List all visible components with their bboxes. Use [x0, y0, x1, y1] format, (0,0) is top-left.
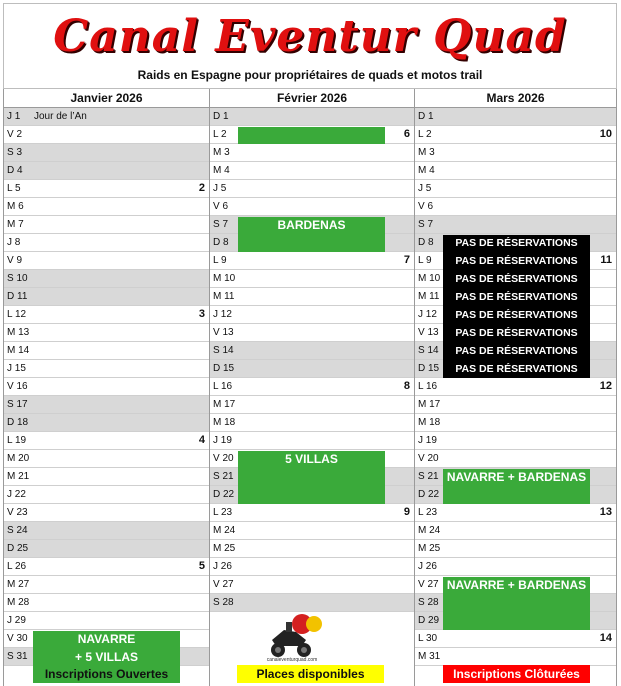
legend-available-label: Places disponibles [256, 667, 365, 681]
legend-open-label: Inscriptions Ouvertes [44, 667, 169, 681]
week-number: 10 [599, 128, 612, 140]
day-row [415, 126, 616, 144]
day-label: M 11 [418, 291, 440, 302]
month-header: Mars 2026 [415, 89, 616, 108]
day-label: L 30 [418, 633, 438, 644]
day-row [210, 324, 414, 342]
day-label: L 23 [418, 507, 438, 518]
day-row [415, 144, 616, 162]
day-row [4, 324, 209, 342]
day-label: L 2 [418, 129, 432, 140]
day-label: M 3 [418, 147, 435, 158]
day-label: L 5 [7, 183, 21, 194]
day-label: S 21 [418, 471, 439, 482]
day-row [415, 108, 616, 126]
day-row [4, 378, 209, 396]
day-label: D 15 [418, 363, 440, 374]
day-label: S 31 [7, 651, 28, 662]
day-row [210, 162, 414, 180]
day-label: D 15 [213, 363, 235, 374]
legend-closed [443, 665, 590, 683]
day-label: S 28 [213, 597, 234, 608]
month-column [209, 89, 414, 686]
week-number: 3 [198, 308, 205, 320]
day-label: L 12 [7, 309, 27, 320]
day-label: M 10 [418, 273, 441, 284]
day-label: S 7 [418, 219, 434, 230]
day-row [4, 252, 209, 270]
week-number: 8 [403, 380, 410, 392]
day-row [415, 522, 616, 540]
day-row [210, 270, 414, 288]
no-reservations-label: PAS DE RÉSERVATIONS [455, 273, 578, 285]
day-label: D 8 [418, 237, 434, 248]
day-label: D 4 [7, 165, 23, 176]
day-label: D 18 [7, 417, 29, 428]
day-label: V 13 [213, 327, 234, 338]
day-row [415, 414, 616, 432]
day-row [210, 540, 414, 558]
day-row [4, 180, 209, 198]
day-row [210, 378, 414, 396]
day-label: M 17 [213, 399, 236, 410]
day-label: J 5 [213, 183, 227, 194]
day-row [4, 432, 209, 450]
day-label: V 20 [213, 453, 234, 464]
day-label: V 16 [7, 381, 28, 392]
day-label: S 3 [7, 147, 23, 158]
day-label: S 17 [7, 399, 28, 410]
event-band[interactable] [33, 631, 180, 666]
no-reservations-label: PAS DE RÉSERVATIONS [455, 363, 578, 375]
day-label: D 22 [213, 489, 235, 500]
day-label: D 1 [213, 111, 229, 122]
day-label: J 29 [7, 615, 26, 626]
day-row [415, 450, 616, 468]
legend-closed-label: Inscriptions Clôturées [453, 667, 580, 681]
day-row [210, 522, 414, 540]
day-row [4, 504, 209, 522]
day-label: J 12 [418, 309, 437, 320]
week-number: 5 [198, 560, 205, 572]
week-number: 2 [198, 182, 205, 194]
no-reservations-label: PAS DE RÉSERVATIONS [455, 291, 578, 303]
day-row [415, 378, 616, 396]
day-label: M 24 [213, 525, 236, 536]
day-label: M 4 [213, 165, 230, 176]
day-label: S 24 [7, 525, 28, 536]
header [3, 3, 617, 89]
page-subtitle: Raids en Espagne pour propriétaires de quads et motos trail [137, 68, 483, 82]
day-row [4, 270, 209, 288]
day-row [210, 504, 414, 522]
day-label: M 7 [7, 219, 24, 230]
event-band[interactable] [238, 127, 385, 144]
day-label: L 16 [213, 381, 233, 392]
day-label: M 28 [7, 597, 30, 608]
day-label: D 1 [418, 111, 434, 122]
quad-bike-logo-icon [262, 610, 322, 662]
day-label: S 7 [213, 219, 229, 230]
day-row [415, 216, 616, 234]
day-label: V 20 [418, 453, 439, 464]
day-label: M 17 [418, 399, 441, 410]
week-number: 13 [599, 506, 612, 518]
month-header: Janvier 2026 [4, 89, 209, 108]
holiday-note: Jour de l’An [34, 111, 87, 122]
day-row [210, 432, 414, 450]
event-band[interactable] [443, 469, 590, 504]
day-row [4, 288, 209, 306]
day-label: J 26 [213, 561, 232, 572]
day-label: M 21 [7, 471, 30, 482]
day-label: V 9 [7, 255, 23, 266]
week-number: 14 [599, 632, 612, 644]
day-row [4, 396, 209, 414]
day-row [4, 522, 209, 540]
day-row [210, 108, 414, 126]
day-label: M 25 [213, 543, 236, 554]
day-row [210, 252, 414, 270]
day-row [4, 216, 209, 234]
day-label: D 8 [213, 237, 229, 248]
legend-available [237, 665, 384, 683]
day-row [415, 432, 616, 450]
day-row [210, 576, 414, 594]
day-label: M 11 [213, 291, 235, 302]
day-row [4, 486, 209, 504]
day-label: M 6 [7, 201, 24, 212]
day-label: S 14 [418, 345, 439, 356]
no-reservations-label: PAS DE RÉSERVATIONS [455, 327, 578, 339]
no-reservations-label: PAS DE RÉSERVATIONS [455, 345, 578, 357]
week-number: 12 [599, 380, 612, 392]
day-row [4, 468, 209, 486]
day-label: J 8 [7, 237, 21, 248]
day-label: V 27 [418, 579, 439, 590]
day-label: M 27 [7, 579, 30, 590]
day-row [210, 198, 414, 216]
day-row [210, 360, 414, 378]
day-label: L 26 [7, 561, 27, 572]
day-label: V 6 [213, 201, 229, 212]
day-row [4, 558, 209, 576]
day-row [210, 306, 414, 324]
day-label: S 10 [7, 273, 28, 284]
day-row [415, 198, 616, 216]
day-label: V 6 [418, 201, 434, 212]
week-number: 7 [403, 254, 410, 266]
day-row [4, 576, 209, 594]
day-label: J 22 [7, 489, 26, 500]
day-label: V 13 [418, 327, 439, 338]
day-label: J 12 [213, 309, 232, 320]
day-row [415, 180, 616, 198]
day-label: D 29 [418, 615, 440, 626]
event-label: NAVARRE + BARDENAS [446, 578, 587, 592]
event-label: + 5 VILLAS [74, 650, 139, 664]
event-band[interactable] [238, 451, 385, 504]
day-label: D 25 [7, 543, 29, 554]
day-row [4, 144, 209, 162]
week-number: 4 [198, 434, 205, 446]
day-row [210, 342, 414, 360]
no-reservations-label: PAS DE RÉSERVATIONS [455, 237, 578, 249]
day-row [4, 342, 209, 360]
month-header: Février 2026 [210, 89, 414, 108]
day-label: M 31 [418, 651, 441, 662]
event-label: BARDENAS [277, 218, 346, 232]
day-label: L 16 [418, 381, 438, 392]
event-label: NAVARRE + BARDENAS [446, 470, 587, 484]
day-row [210, 414, 414, 432]
day-label: L 9 [418, 255, 432, 266]
day-label: M 14 [7, 345, 30, 356]
day-row [415, 162, 616, 180]
day-label: L 2 [213, 129, 227, 140]
day-label: S 21 [213, 471, 234, 482]
day-row [4, 540, 209, 558]
day-label: M 25 [418, 543, 441, 554]
day-row [210, 558, 414, 576]
day-label: S 14 [213, 345, 234, 356]
day-label: L 19 [7, 435, 27, 446]
no-reservations-label: PAS DE RÉSERVATIONS [455, 255, 578, 267]
day-label: J 26 [418, 561, 437, 572]
day-row [4, 612, 209, 630]
day-label: J 19 [213, 435, 232, 446]
day-row [210, 396, 414, 414]
day-row [415, 504, 616, 522]
day-row [4, 360, 209, 378]
day-row [415, 540, 616, 558]
day-label: D 22 [418, 489, 440, 500]
day-row [415, 396, 616, 414]
day-label: V 23 [7, 507, 28, 518]
day-label: V 2 [7, 129, 23, 140]
event-band[interactable] [443, 577, 590, 630]
day-label: J 5 [418, 183, 432, 194]
day-label: M 18 [418, 417, 441, 428]
day-label: L 23 [213, 507, 233, 518]
no-reservations-label: PAS DE RÉSERVATIONS [455, 309, 578, 321]
legend-open [33, 665, 180, 683]
day-label: M 10 [213, 273, 236, 284]
day-row [210, 180, 414, 198]
day-label: M 3 [213, 147, 230, 158]
day-row [4, 306, 209, 324]
day-label: V 27 [213, 579, 234, 590]
day-row [415, 648, 616, 666]
day-row [4, 414, 209, 432]
closed-period-band[interactable] [443, 235, 590, 378]
week-number: 9 [403, 506, 410, 518]
day-row [4, 108, 209, 126]
day-label: V 30 [7, 633, 28, 644]
brand-logo: Canal Eventur Quad [53, 11, 567, 62]
event-label: 5 VILLAS [285, 452, 338, 466]
event-label: NAVARRE [77, 632, 136, 646]
day-row [4, 594, 209, 612]
day-row [210, 144, 414, 162]
day-row [415, 630, 616, 648]
day-label: M 18 [213, 417, 236, 428]
week-number: 11 [600, 254, 612, 266]
day-label: J 15 [7, 363, 26, 374]
event-band[interactable] [238, 217, 385, 252]
day-row [210, 288, 414, 306]
day-row [4, 234, 209, 252]
month-column [3, 89, 209, 686]
day-label: S 28 [418, 597, 439, 608]
day-row [4, 450, 209, 468]
day-label: M 24 [418, 525, 441, 536]
day-label: M 4 [418, 165, 435, 176]
day-label: M 20 [7, 453, 30, 464]
day-label: M 13 [7, 327, 30, 338]
day-label: J 1 [7, 111, 21, 122]
day-label: J 19 [418, 435, 437, 446]
day-row [4, 198, 209, 216]
day-label: L 9 [213, 255, 227, 266]
week-number: 6 [403, 128, 410, 140]
logo-caption: canaleventurquad.com [266, 657, 318, 662]
day-row [4, 162, 209, 180]
day-label: D 11 [7, 291, 28, 302]
day-row [4, 126, 209, 144]
day-row [415, 558, 616, 576]
